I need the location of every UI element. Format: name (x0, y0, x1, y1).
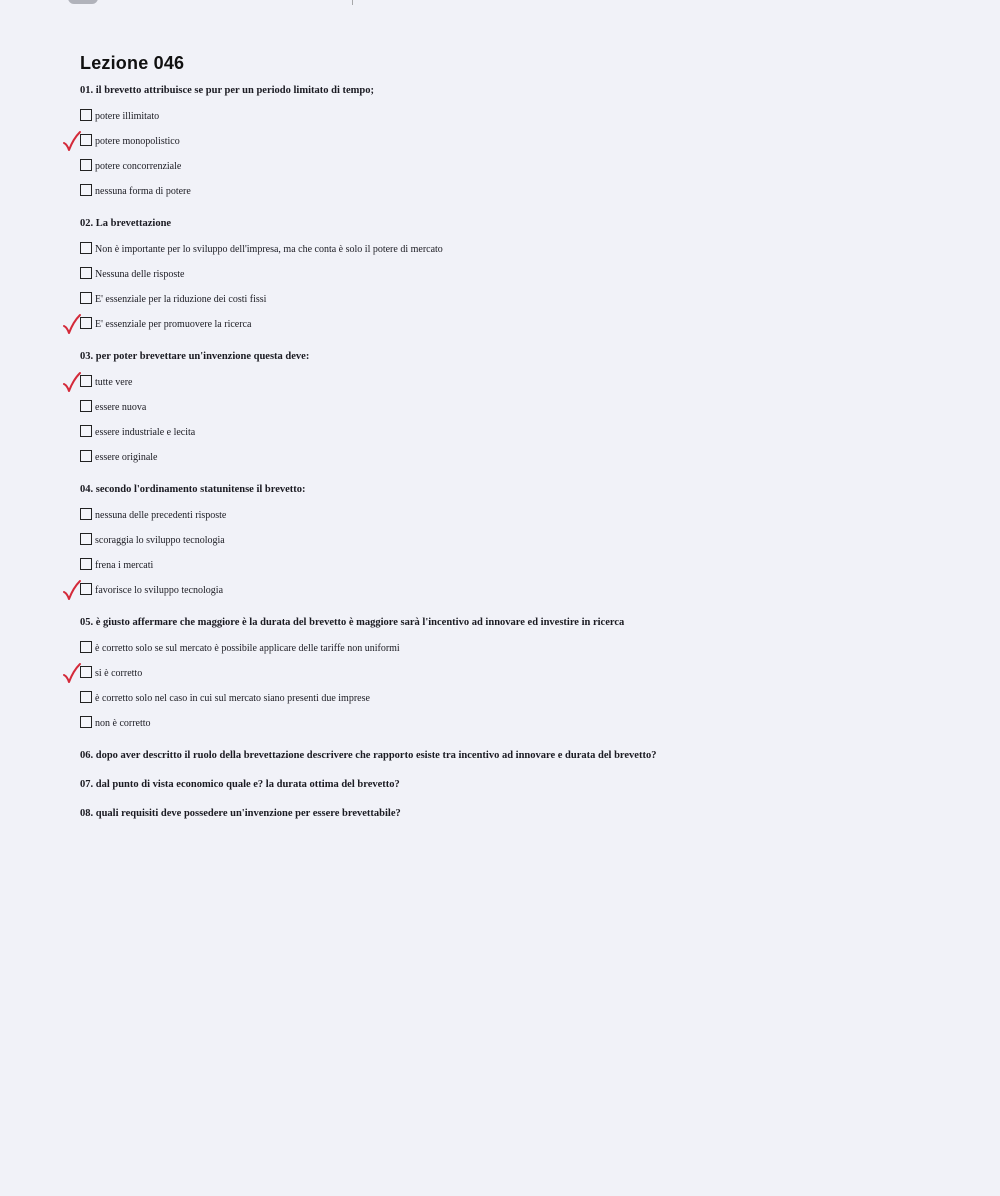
option-label: è corretto solo se sul mercato è possibile applicare delle tariffe non uniformi (95, 643, 400, 654)
checkbox[interactable] (80, 425, 92, 437)
checkbox[interactable] (80, 400, 92, 412)
question-text: 05. è giusto affermare che maggiore è la durata del brevetto è maggiore sarà l'incentivo ad innovare ed investire in ricerca (80, 617, 625, 628)
option-label: è corretto solo nel caso in cui sul mercato siano presenti due imprese (95, 693, 370, 704)
answer-option[interactable] (80, 159, 960, 175)
answer-option[interactable] (80, 184, 960, 200)
answer-option[interactable] (80, 400, 960, 416)
option-label: potere concorrenziale (95, 161, 182, 172)
scan-artifact-tick (352, 0, 353, 5)
checkbox[interactable] (80, 184, 92, 196)
checkbox[interactable] (80, 292, 92, 304)
option-label: scoraggia lo sviluppo tecnologia (95, 535, 225, 546)
option-label: nessuna forma di potere (95, 186, 191, 197)
check-icon (62, 313, 82, 335)
check-icon (62, 662, 82, 684)
check-icon (62, 579, 82, 601)
answer-option[interactable] (80, 691, 960, 707)
checkbox[interactable] (80, 533, 92, 545)
answer-option[interactable] (80, 425, 960, 441)
answer-option[interactable] (80, 716, 960, 732)
answer-option[interactable] (80, 558, 960, 574)
question-text: 01. il brevetto attribuisce se pur per un periodo limitato di tempo; (80, 85, 374, 96)
checkbox[interactable] (80, 641, 92, 653)
checkbox[interactable] (80, 558, 92, 570)
answer-option[interactable] (80, 375, 960, 391)
open-question-08: 08. quali requisiti deve possedere un'invenzione per essere brevettabile? (80, 808, 401, 819)
scan-artifact (68, 0, 98, 4)
option-label: si è corretto (95, 668, 143, 679)
option-label: essere industriale e lecita (95, 427, 196, 438)
option-label: favorisce lo sviluppo tecnologia (95, 585, 224, 596)
question-text: 03. per poter brevettare un'invenzione questa deve: (80, 351, 310, 362)
checkbox[interactable] (80, 242, 92, 254)
answer-option[interactable] (80, 450, 960, 466)
question-02 (80, 216, 960, 333)
option-label: essere originale (95, 452, 158, 463)
answer-option[interactable] (80, 292, 960, 308)
checkbox[interactable] (80, 109, 92, 121)
option-label: potere illimitato (95, 111, 160, 122)
question-05 (80, 615, 960, 732)
answer-option[interactable] (80, 508, 960, 524)
question-text: 04. secondo l'ordinamento statunitense il brevetto: (80, 484, 306, 495)
option-label: E' essenziale per la riduzione dei costi fissi (95, 294, 267, 305)
checkbox[interactable] (80, 508, 92, 520)
option-label: frena i mercati (95, 560, 154, 571)
answer-option[interactable] (80, 267, 960, 283)
checkbox[interactable] (80, 267, 92, 279)
open-question-06: 06. dopo aver descritto il ruolo della brevettazione descrivere che rapporto esiste tra incentivo ad innovare e durata del brevetto? (80, 750, 657, 761)
option-label: E' essenziale per promuovere la ricerca (95, 319, 252, 330)
option-label: Non è importante per lo sviluppo dell'impresa, ma che conta è solo il potere di mercato (95, 244, 443, 255)
check-icon (62, 371, 82, 393)
option-label: nessuna delle precedenti risposte (95, 510, 227, 521)
lesson-title: Lezione 046 (80, 53, 185, 73)
checkbox[interactable] (80, 691, 92, 703)
question-03 (80, 349, 960, 466)
check-icon (62, 130, 82, 152)
checkbox[interactable] (80, 450, 92, 462)
answer-option[interactable] (80, 134, 960, 150)
answer-option[interactable] (80, 583, 960, 599)
quiz-page (80, 52, 960, 835)
question-04 (80, 482, 960, 599)
open-question-07: 07. dal punto di vista economico quale e? la durata ottima del brevetto? (80, 779, 400, 790)
open-questions (80, 748, 960, 822)
question-01 (80, 83, 960, 200)
answer-option[interactable] (80, 242, 960, 258)
option-label: tutte vere (95, 377, 133, 388)
question-text: 02. La brevettazione (80, 218, 172, 229)
option-label: Nessuna delle risposte (95, 269, 185, 280)
answer-option[interactable] (80, 533, 960, 549)
answer-option[interactable] (80, 666, 960, 682)
option-label: non è corretto (95, 718, 151, 729)
checkbox[interactable] (80, 159, 92, 171)
checkbox[interactable] (80, 716, 92, 728)
answer-option[interactable] (80, 641, 960, 657)
option-label: potere monopolistico (95, 136, 180, 147)
answer-option[interactable] (80, 317, 960, 333)
answer-option[interactable] (80, 109, 960, 125)
option-label: essere nuova (95, 402, 147, 413)
